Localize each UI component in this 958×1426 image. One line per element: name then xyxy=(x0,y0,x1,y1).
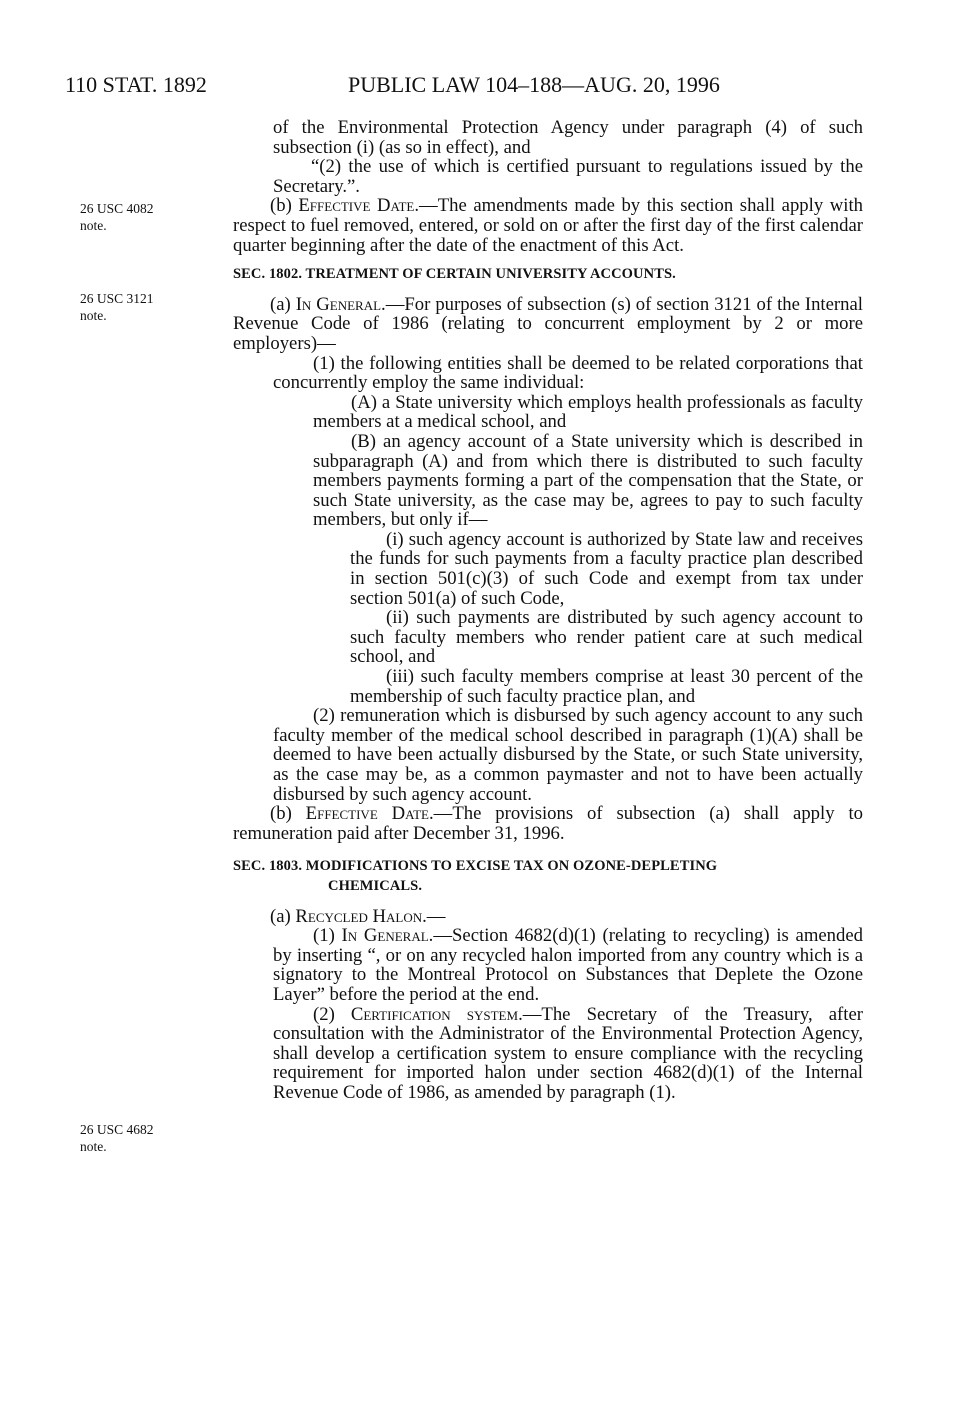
margin-note-4082 xyxy=(80,200,200,234)
paragraph-label: (1) xyxy=(313,925,342,947)
paragraph-1803-a-1 xyxy=(233,926,863,1004)
paragraph-continuation: of the Environmental Protection Agency under paragraph (4) of such subsection (i) (as so in effect), and xyxy=(273,117,863,158)
margin-note-citation: 26 USC 4082 xyxy=(80,201,154,216)
subsection-label: (b) xyxy=(270,195,299,217)
section-heading-line: CHEMICALS. xyxy=(328,877,423,894)
paragraph-text: .—Section 4682(d)(1) (relating to recycling) is amended by inserting “, or on any recycled halon imported from any country which is a signatory to the Montreal Protocol on Substances that Deplete the Ozone Layer” before the period at the end. xyxy=(273,925,863,1005)
subsection-text: .— xyxy=(422,905,446,927)
paragraph-1802-b xyxy=(233,804,863,843)
stat-page-number: 110 STAT. 1892 xyxy=(65,72,207,97)
subsection-label: (b) xyxy=(270,803,306,825)
paragraph-label: (2) xyxy=(313,1003,351,1025)
margin-note-4682 xyxy=(80,1121,200,1155)
paragraph-2-certified-use: “(2) the use of which is certified pursuant to regulations issued by the Secretary.”. xyxy=(273,156,863,197)
paragraph-1802-a-1-B-i: (i) such agency account is authorized by State law and receives the funds for such payments from a faculty practice plan described in section 501(c)(3) of such Code and exempt from tax under section 501(a) of such Code, xyxy=(350,528,863,609)
paragraph-1802-a xyxy=(233,295,863,354)
margin-note-citation: 26 USC 3121 xyxy=(80,291,154,306)
section-1802-heading: SEC. 1802. TREATMENT OF CERTAIN UNIVERSITY ACCOUNTS. xyxy=(233,266,676,283)
section-1803-heading xyxy=(233,857,863,896)
subsection-label: (a) xyxy=(270,293,296,315)
subsection-caption: Recycled Halon xyxy=(295,905,423,927)
subsection-text: .—For purposes of subsection (s) of section 3121 of the Internal Revenue Code of 1986 (relating to concurrent employment by 2 or more employers)— xyxy=(233,293,863,354)
margin-note-suffix: note. xyxy=(80,308,107,323)
section-heading-line: SEC. 1803. MODIFICATIONS TO EXCISE TAX ON OZONE-DEPLETING xyxy=(233,858,718,875)
subsection-text: .—The amendments made by this section shall apply with respect to fuel removed, entered, or sold on or after the first day of the first calendar quarter beginning after the date of the enactment of this Act. xyxy=(233,195,863,256)
paragraph-1803-a xyxy=(233,907,863,927)
paragraph-1803-a-2 xyxy=(233,1005,863,1103)
paragraph-1802-a-2: (2) remuneration which is disbursed by such agency account to any such faculty member of the medical school described in paragraph (1)(A) shall be deemed to have been actually disbursed by the State, or such State university, as the case may be, as a common paymaster and not to have been actually disbursed by such agency account. xyxy=(273,705,863,805)
paragraph-1802-a-1-A: (A) a State university which employs health professionals as faculty members at a medical school, and xyxy=(313,391,863,433)
statute-body xyxy=(233,118,863,1103)
paragraph-1802-a-1-B: (B) an agency account of a State university which is described in subparagraph (A) and from which there is distributed to such faculty members payments forming a part of the compensation that the State, or such State university, as the case may be, agrees to pay to such faculty members, but only if— xyxy=(313,430,863,531)
public-law-date: PUBLIC LAW 104–188—AUG. 20, 1996 xyxy=(348,72,720,97)
subsection-label: (a) xyxy=(270,905,296,927)
paragraph-caption: In General xyxy=(341,925,429,947)
paragraph-1802-a-1-B-iii: (iii) such faculty members comprise at least 30 percent of the membership of such faculty practice plan, and xyxy=(350,666,863,707)
margin-note-citation: 26 USC 4682 xyxy=(80,1122,154,1137)
paragraph-1802-a-1-B-ii: (ii) such payments are distributed by such agency account to such faculty members who render patient care at such medical school, and xyxy=(350,607,863,668)
subsection-caption: In General xyxy=(295,293,382,315)
margin-note-3121 xyxy=(80,290,200,324)
paragraph-caption: Certification system xyxy=(350,1003,519,1025)
paragraph-text: .—The Secretary of the Treasury, after consultation with the Administrator of the Environmental Protection Agency, shall develop a certification system to ensure compliance with the recycling requirement for imported halon under section 4682(d)(1) of the Internal Revenue Code of 1986, as amended by paragraph (1). xyxy=(273,1003,863,1103)
paragraph-1802-a-1: (1) the following entities shall be deemed to be related corporations that concurrently employ the same individual: xyxy=(273,352,863,394)
subsection-caption: Effective Date xyxy=(298,195,415,217)
paragraph-effective-date-1801 xyxy=(233,196,863,255)
margin-note-suffix: note. xyxy=(80,218,107,233)
subsection-text: .—The provisions of subsection (a) shall apply to remuneration paid after December 31, 1996. xyxy=(233,803,863,844)
subsection-caption: Effective Date xyxy=(305,803,429,825)
margin-note-suffix: note. xyxy=(80,1139,107,1154)
